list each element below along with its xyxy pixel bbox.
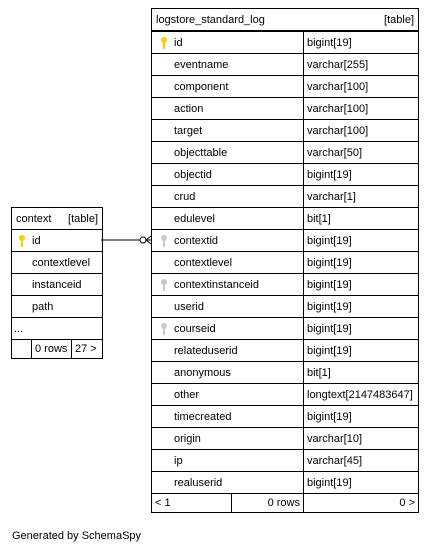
column-type: bigint[19] [307, 322, 352, 335]
column-name: objectid [174, 168, 212, 181]
column-row[interactable] [152, 54, 418, 76]
column-type: varchar[50] [307, 146, 363, 159]
primary-key-icon [160, 37, 168, 49]
column-name-cell [152, 208, 304, 229]
logstore-table-tag: [table] [384, 13, 414, 26]
column-name: realuserid [174, 476, 223, 489]
column-type: varchar[45] [307, 454, 363, 467]
column-name: contextinstanceid [174, 278, 259, 291]
column-type: bigint[19] [307, 168, 352, 181]
logstore-table-name: logstore_standard_log [156, 13, 265, 26]
context-table-header[interactable] [12, 208, 102, 230]
column-name-cell [12, 230, 102, 251]
column-row[interactable] [152, 296, 418, 318]
column-name-cell [152, 164, 304, 185]
column-name: other [174, 388, 200, 401]
column-name-cell [152, 142, 304, 163]
relationship-optional-marker [140, 237, 146, 243]
column-name-cell [12, 318, 102, 339]
column-name: contextid [174, 234, 219, 247]
logstore-table-rows [152, 32, 418, 493]
column-name: eventname [174, 58, 229, 71]
column-type: longtext[2147483647] [307, 388, 413, 401]
column-row[interactable] [152, 98, 418, 120]
column-name: id [32, 234, 41, 247]
column-name: objecttable [174, 146, 228, 159]
column-name: userid [174, 300, 204, 313]
column-row[interactable] [12, 230, 102, 252]
column-type: bigint[19] [307, 476, 352, 489]
column-row[interactable] [12, 274, 102, 296]
column-name-cell [152, 318, 304, 339]
column-type: bit[1] [307, 366, 331, 379]
column-type: varchar[10] [307, 432, 363, 445]
context-footer-spacer [12, 340, 32, 358]
logstore-footer-next[interactable]: 0 > [399, 497, 415, 509]
column-row[interactable] [152, 274, 418, 296]
column-row[interactable] [152, 472, 418, 493]
column-name: anonymous [174, 366, 231, 379]
column-name: target [174, 124, 203, 137]
column-row[interactable] [152, 186, 418, 208]
column-name-cell [12, 296, 102, 317]
column-name: path [32, 300, 54, 313]
column-name: contextlevel [32, 256, 91, 269]
column-row[interactable] [152, 252, 418, 274]
column-name-cell [152, 450, 304, 471]
column-type: bigint[19] [307, 36, 352, 49]
column-row[interactable] [12, 318, 102, 339]
column-name: edulevel [174, 212, 215, 225]
column-row[interactable] [152, 406, 418, 428]
column-name-cell [152, 296, 304, 317]
column-name-cell [152, 362, 304, 383]
column-name-cell [152, 252, 304, 273]
column-type: varchar[255] [307, 58, 369, 71]
column-row[interactable] [152, 362, 418, 384]
column-type: bigint[19] [307, 410, 352, 423]
column-type: bigint[19] [307, 278, 352, 291]
context-footer-next[interactable]: 27 > [75, 343, 97, 355]
logstore-table[interactable] [151, 8, 419, 513]
column-name: action [174, 102, 204, 115]
column-type: varchar[100] [307, 80, 369, 93]
column-name: timecreated [174, 410, 232, 423]
context-table-tag: [table] [68, 212, 98, 225]
column-row[interactable] [152, 340, 418, 362]
column-type: bit[1] [307, 212, 331, 225]
context-table-name: context [16, 212, 52, 225]
column-type: bigint[19] [307, 234, 352, 247]
foreign-key-icon [160, 323, 168, 335]
column-name-cell [152, 76, 304, 97]
column-name: origin [174, 432, 201, 445]
column-type: varchar[100] [307, 124, 369, 137]
column-row[interactable] [152, 384, 418, 406]
column-name-cell [152, 428, 304, 449]
context-table-rows [12, 230, 102, 339]
column-name-cell [152, 274, 304, 295]
column-name-cell [152, 472, 304, 493]
column-name-cell [152, 340, 304, 361]
primary-key-icon [18, 235, 26, 247]
column-name-cell [152, 186, 304, 207]
foreign-key-icon [160, 279, 168, 291]
generated-by-label: Generated by SchemaSpy [12, 530, 142, 542]
column-name: instanceid [32, 278, 82, 291]
logstore-footer-rows: 0 rows [232, 494, 304, 512]
column-row[interactable] [152, 120, 418, 142]
column-name-cell [12, 274, 102, 295]
column-row[interactable] [152, 450, 418, 472]
column-row[interactable] [152, 164, 418, 186]
column-row[interactable] [12, 296, 102, 318]
column-row[interactable] [12, 252, 102, 274]
context-footer-rows: 0 rows [32, 340, 72, 358]
column-type: bigint[19] [307, 300, 352, 313]
column-row[interactable] [152, 208, 418, 230]
column-row[interactable] [152, 76, 418, 98]
column-name-cell [152, 406, 304, 427]
column-name-cell [152, 32, 304, 53]
column-type: bigint[19] [307, 344, 352, 357]
column-name: id [174, 36, 183, 49]
column-name: courseid [174, 322, 216, 335]
column-type: varchar[100] [307, 102, 369, 115]
column-name-cell [152, 54, 304, 75]
logstore-table-footer [152, 493, 418, 512]
logstore-footer-prev[interactable]: < 1 [152, 494, 232, 512]
column-name: crud [174, 190, 196, 203]
column-name-cell [152, 384, 304, 405]
column-name-cell [152, 98, 304, 119]
column-row[interactable] [152, 230, 418, 252]
column-row[interactable] [152, 32, 418, 54]
context-table[interactable] [11, 207, 103, 359]
column-name-cell [152, 120, 304, 141]
column-row[interactable] [152, 318, 418, 340]
column-name: ... [14, 322, 24, 335]
column-name-cell [152, 230, 304, 251]
column-type: varchar[1] [307, 190, 356, 203]
column-name: contextlevel [174, 256, 233, 269]
logstore-table-header[interactable] [152, 9, 418, 32]
foreign-key-icon [160, 235, 168, 247]
column-name: ip [174, 454, 183, 467]
column-name-cell [12, 252, 102, 273]
column-row[interactable] [152, 428, 418, 450]
column-name: component [174, 80, 229, 93]
context-table-footer [12, 339, 102, 358]
column-type: bigint[19] [307, 256, 352, 269]
column-row[interactable] [152, 142, 418, 164]
column-name: relateduserid [174, 344, 238, 357]
